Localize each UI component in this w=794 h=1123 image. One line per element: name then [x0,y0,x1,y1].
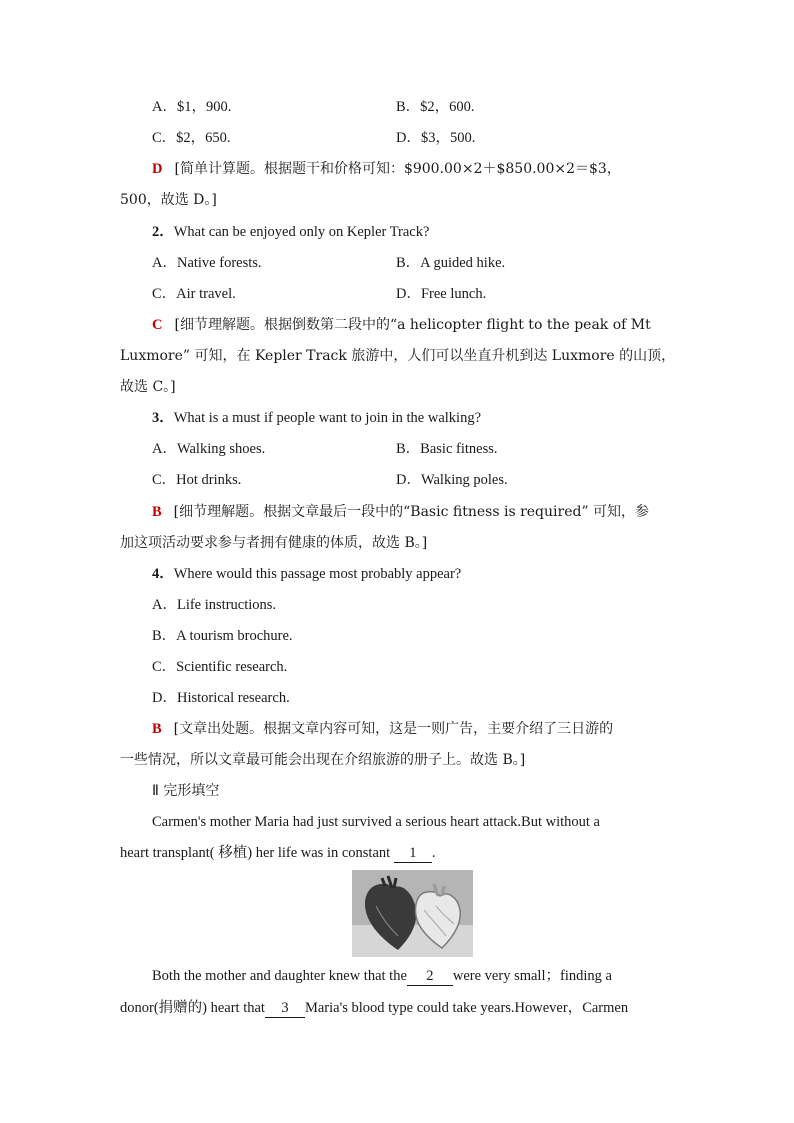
q2-option-a: A．Native forests. [152,255,262,271]
q4-answer: B [152,721,162,737]
q1-explanation-line-1: D [简单计算题。根据题干和价格可知：$900.00×2＋$850.00×2＝$3， [152,161,621,177]
q2-explanation-line-2: Luxmore” 可知，在 Kepler Track 旅游中，人们可以坐直升机到达 Luxmore 的山顶， [120,348,676,364]
q4-option-a: A．Life instructions. [152,597,277,613]
q2-question: 2．What can be enjoyed only on Kepler Track? [152,224,430,240]
q1-option-b: B．$2，600. [396,99,475,115]
q3-option-b: B．Basic fitness. [396,441,498,457]
cloze-blank-2: 2 [407,967,453,986]
q4-explanation-line-2: 一些情况，所以文章最可能会出现在介绍旅游的册子上。故选 B。] [120,752,526,768]
heart-illustration-icon [352,870,473,957]
q4-option-c: C．Scientific research. [152,659,288,675]
q1-option-c: C．$2，650. [152,130,231,146]
q3-answer: B [152,504,162,520]
q1-option-d: D．$3，500. [396,130,476,146]
q1-option-a: A．$1，900. [152,99,232,115]
q2-option-b: B．A guided hike. [396,255,506,271]
q3-option-d: D．Walking poles. [396,472,508,488]
cloze-blank-1: 1 [394,844,432,863]
q3-option-c: C．Hot drinks. [152,472,242,488]
q2-explanation-line-3: 故选 C。] [120,379,176,395]
q1-answer: D [152,161,163,177]
passage-line-2: heart transplant( 移植) her life was in constant 1 . [120,845,436,861]
q3-explanation-line-1: B [细节理解题。根据文章最后一段中的“Basic fitness is required” 可知，参 [152,504,650,520]
q2-option-d: D．Free lunch. [396,286,487,302]
q3-option-a: A．Walking shoes. [152,441,266,457]
q2-option-c: C．Air travel. [152,286,236,302]
q3-question: 3．What is a must if people want to join in the walking? [152,410,482,426]
q2-answer: C [152,317,163,333]
q4-option-b: B．A tourism brochure. [152,628,293,644]
passage-line-1: Carmen's mother Maria had just survived a serious heart attack.But without a [152,814,600,830]
passage-line-3: Both the mother and daughter knew that the 2 were very small；finding a [152,968,612,984]
heart-models-photo [352,870,473,957]
cloze-blank-3: 3 [265,999,305,1018]
q3-explanation-line-2: 加这项活动要求参与者拥有健康的体质，故选 B。] [120,535,428,551]
q4-question: 4．Where would this passage most probably appear? [152,566,462,582]
q4-explanation-line-1: B [文章出处题。根据文章内容可知，这是一则广告，主要介绍了三日游的 [152,721,614,737]
section-heading: Ⅱ 完形填空 [152,783,220,799]
passage-line-4: donor(捐赠的) heart that 3 Maria's blood type could take years.However，Carmen [120,1000,629,1016]
q1-explanation-line-2: 500，故选 D。] [120,192,217,208]
q4-option-d: D．Historical research. [152,690,290,706]
q2-explanation-line-1: C [细节理解题。根据倒数第二段中的“a helicopter flight to the peak of Mt [152,317,651,333]
